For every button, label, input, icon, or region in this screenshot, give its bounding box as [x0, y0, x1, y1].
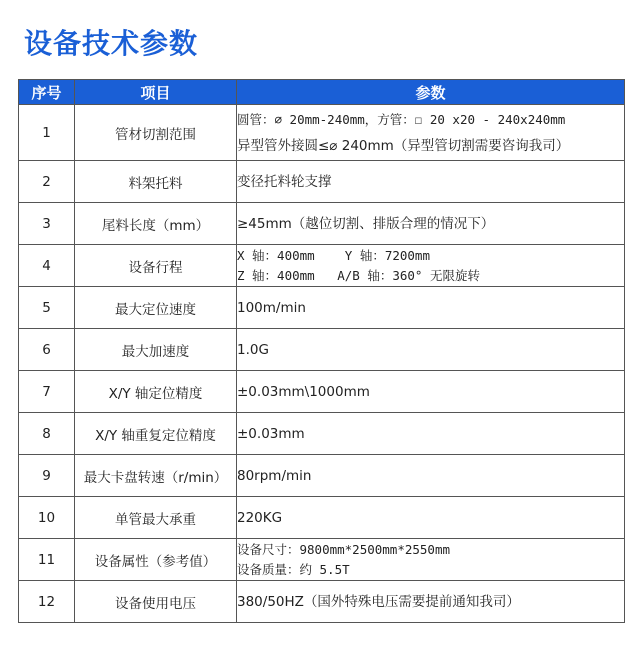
- row-no: 10: [19, 497, 75, 539]
- row-item: 最大加速度: [75, 329, 237, 371]
- row-item: 单管最大承重: [75, 497, 237, 539]
- row-param: [237, 413, 625, 455]
- row-param: [237, 371, 625, 413]
- header-param: 参数: [237, 80, 625, 105]
- page-title: 设备技术参数: [24, 27, 199, 60]
- row-param: [237, 245, 625, 287]
- row-no: 1: [19, 105, 75, 161]
- row-item: 尾料长度（mm）: [75, 203, 237, 245]
- row-no: 2: [19, 161, 75, 203]
- param-line: 设备质量：约 5.5T: [237, 561, 350, 577]
- row-param: [237, 497, 625, 539]
- param-line: 1.0G: [237, 341, 269, 358]
- table-row: [19, 161, 625, 203]
- table-row: [19, 245, 625, 287]
- row-param: [237, 581, 625, 623]
- row-no: 5: [19, 287, 75, 329]
- row-param: [237, 539, 625, 581]
- table-row: [19, 413, 625, 455]
- row-item: 最大定位速度: [75, 287, 237, 329]
- table-row: [19, 455, 625, 497]
- table-row: [19, 581, 625, 623]
- table-row: [19, 105, 625, 161]
- spec-table: [18, 79, 625, 623]
- table-row: [19, 539, 625, 581]
- row-param: [237, 329, 625, 371]
- table-row: [19, 371, 625, 413]
- param-line: X 轴：400mm Y 轴：7200mm: [237, 247, 430, 263]
- param-line: 圆管：⌀ 20mm-240mm，方管：☐ 20 x20 - 240x240mm: [237, 111, 566, 127]
- param-line: ≥45mm（越位切割、排版合理的情况下）: [237, 215, 495, 232]
- param-line: 80rpm/min: [237, 467, 312, 484]
- row-item: 管材切割范围: [75, 105, 237, 161]
- table-row: [19, 287, 625, 329]
- param-line: 异型管外接圆≤⌀ 240mm（异型管切割需要咨询我司）: [237, 137, 570, 154]
- row-no: 12: [19, 581, 75, 623]
- row-param: [237, 105, 625, 161]
- param-line: 220KG: [237, 509, 283, 526]
- table-header-row: [19, 80, 625, 105]
- row-no: 7: [19, 371, 75, 413]
- param-line: 设备尺寸：9800mm*2500mm*2550mm: [237, 541, 451, 557]
- row-item: 料架托料: [75, 161, 237, 203]
- row-no: 9: [19, 455, 75, 497]
- row-item: 设备属性（参考值）: [75, 539, 237, 581]
- row-item: X/Y 轴重复定位精度: [75, 413, 237, 455]
- table-row: [19, 329, 625, 371]
- row-no: 11: [19, 539, 75, 581]
- row-param: [237, 455, 625, 497]
- header-no: 序号: [19, 80, 75, 105]
- table-row: [19, 203, 625, 245]
- param-line: 380/50HZ（国外特殊电压需要提前通知我司）: [237, 593, 520, 610]
- row-no: 8: [19, 413, 75, 455]
- table-row: [19, 497, 625, 539]
- param-line: 变径托料轮支撑: [237, 173, 332, 190]
- param-line: ±0.03mm\1000mm: [237, 383, 370, 400]
- param-line: ±0.03mm: [237, 425, 305, 442]
- row-no: 6: [19, 329, 75, 371]
- param-line: 100m/min: [237, 299, 306, 316]
- row-item: 设备行程: [75, 245, 237, 287]
- row-param: [237, 161, 625, 203]
- row-item: 设备使用电压: [75, 581, 237, 623]
- row-item: 最大卡盘转速（r/min）: [75, 455, 237, 497]
- row-no: 3: [19, 203, 75, 245]
- header-item: 项目: [75, 80, 237, 105]
- row-item: X/Y 轴定位精度: [75, 371, 237, 413]
- param-line: Z 轴：400mm A/B 轴：360° 无限旋转: [237, 267, 480, 283]
- row-param: [237, 287, 625, 329]
- row-no: 4: [19, 245, 75, 287]
- row-param: [237, 203, 625, 245]
